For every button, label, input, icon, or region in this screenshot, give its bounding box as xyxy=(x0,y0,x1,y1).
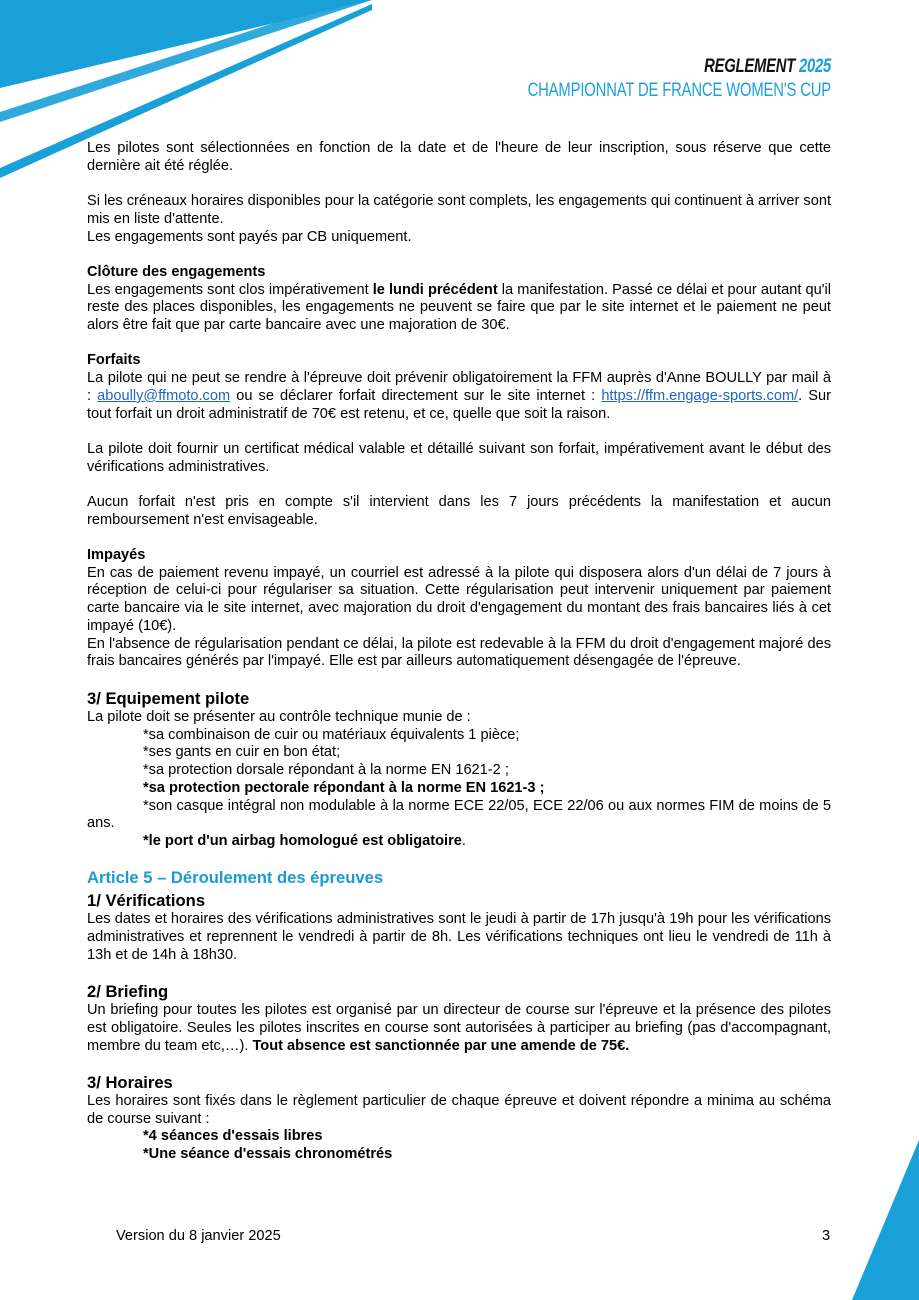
paragraph-forfait-delay: Aucun forfait n'est pris en compte s'il intervient dans les 7 jours précédents la manifestation et aucun remboursement n'est envisageable. xyxy=(87,493,831,528)
heading-forfaits: Forfaits xyxy=(87,352,141,369)
cloture-text-c: la manifestation. Passé ce délai et pour autant qu'il reste des places disponibles, les engagements ne peuvent se faire que par le site internet et le paiement ne peut alors être fait que par carte bancaire avec une majoration de 30€. xyxy=(87,281,831,333)
email-link[interactable]: aboully@ffmoto.com xyxy=(97,387,231,404)
forfaits-text-c: . Sur tout forfait un droit administratif de 70€ est retenu, et ce, quelle que soit la raison. xyxy=(87,387,832,422)
list-item: *ses gants en cuir en bon état; xyxy=(143,744,341,761)
footer-version: Version du 8 janvier 2025 xyxy=(116,1228,281,1244)
paragraph-cloture xyxy=(87,282,831,335)
header-subtitle: CHAMPIONNAT DE FRANCE WOMEN'S CUP xyxy=(527,80,831,101)
list-item-bold: *sa protection pectorale répondant à la norme EN 1621-3 ; xyxy=(143,779,545,796)
heading-verifications: 1/ Vérifications xyxy=(87,891,206,911)
paragraph-waiting-list: Si les créneaux horaires disponibles pour la catégorie sont complets, les engagements qui continuent à arriver sont mis en liste d'attente. xyxy=(87,193,831,227)
website-link[interactable]: https://ffm.engage-sports.com/ xyxy=(601,387,799,404)
heading-impayes: Impayés xyxy=(87,547,146,564)
briefing-text: Un briefing pour toutes les pilotes est organisé par un directeur de course sur l'épreuve et la présence des pilotes est obligatoire. Seules les pilotes inscrites en course sont autorisées à participer au briefing (pas d'accompagnant, membre du team etc,…). xyxy=(87,1002,831,1054)
paragraph-medical: La pilote doit fournir un certificat médical valable et détaillé suivant son forfait, impérativement avant le début des vérifications administratives. xyxy=(87,440,831,475)
paragraph-horaires: Les horaires sont fixés dans le règlement particulier de chaque épreuve et doivent répondre a minima au schéma de course suivant : xyxy=(87,1092,831,1127)
airbag-text: *le port d'un airbag homologué est obligatoire xyxy=(143,832,462,849)
heading-equipement: 3/ Equipement pilote xyxy=(87,689,250,708)
paragraph-briefing xyxy=(87,1002,831,1055)
heading-briefing: 2/ Briefing xyxy=(87,982,169,1002)
briefing-text-bold: Tout absence est sanctionnée par une amende de 75€. xyxy=(252,1037,630,1054)
list-item: *Une séance d'essais chronométrés xyxy=(143,1146,393,1163)
cloture-text-a: Les engagements sont clos impérativement xyxy=(87,281,373,298)
document-body xyxy=(87,140,831,1164)
header-title-word: REGLEMENT xyxy=(704,56,796,77)
list-item-helmet: *son casque intégral non modulable à la norme ECE 22/05, ECE 22/06 ou aux normes FIM de moins de 5 ans. xyxy=(87,797,831,832)
paragraph-impayes-2: En l'absence de régularisation pendant ce délai, la pilote est redevable à la FFM du droit d'engagement majoré des frais bancaires générés par l'impayé. Elle est par ailleurs automatiquement désengagée de l'épreuve. xyxy=(87,635,831,670)
heading-horaires: 3/ Horaires xyxy=(87,1072,173,1092)
airbag-end: . xyxy=(461,832,466,849)
paragraph-impayes-1: En cas de paiement revenu impayé, un courriel est adressé à la pilote qui disposera alors d'un délai de 7 jours à réception de celui-ci pour régulariser sa situation. Cette régularisation peut intervenir uniquement par paiement carte bancaire via le site internet, avec majoration du droit d'engagement du montant des frais bancaires liés à cet impayé (10€). xyxy=(87,564,831,634)
paragraph-forfaits xyxy=(87,370,831,423)
document-header xyxy=(528,56,831,102)
paragraph-verifications: Les dates et horaires des vérifications administratives sont le jeudi à partir de 17h jusqu'à 19h pour les vérifications administratives et reprennent le vendredi à partir de 8h. Les vérifications techniques ont lieu le vendredi de 11h à 13h et de 14h à 18h30. xyxy=(87,911,831,963)
header-title xyxy=(528,56,831,78)
article-5-title: Article 5 – Déroulement des épreuves xyxy=(87,868,384,888)
header-title-year: 2025 xyxy=(798,56,831,77)
heading-cloture: Clôture des engagements xyxy=(87,263,266,280)
list-item: *sa combinaison de cuir ou matériaux équivalents 1 pièce; xyxy=(143,726,520,743)
cloture-text-bold: le lundi précédent xyxy=(372,281,498,298)
list-item: *sa protection dorsale répondant à la norme EN 1621-2 ; xyxy=(143,762,509,779)
list-item: *4 séances d'essais libres xyxy=(143,1128,323,1145)
paragraph-equip-intro: La pilote doit se présenter au contrôle technique munie de : xyxy=(87,709,471,725)
paragraph-selection: Les pilotes sont sélectionnées en fonction de la date et de l'heure de leur inscription, sous réserve que cette dernière ait été réglée. xyxy=(87,140,831,174)
forfaits-text-b: ou se déclarer forfait directement sur le site internet : xyxy=(230,387,602,404)
paragraph-payment: Les engagements sont payés par CB uniquement. xyxy=(87,228,412,245)
forfaits-text-a: La pilote qui ne peut se rendre à l'épreuve doit prévenir obligatoirement la FFM auprès d'Anne BOULLY par mail à : xyxy=(87,370,831,404)
page-number: 3 xyxy=(822,1228,831,1244)
list-item-airbag xyxy=(87,833,831,851)
